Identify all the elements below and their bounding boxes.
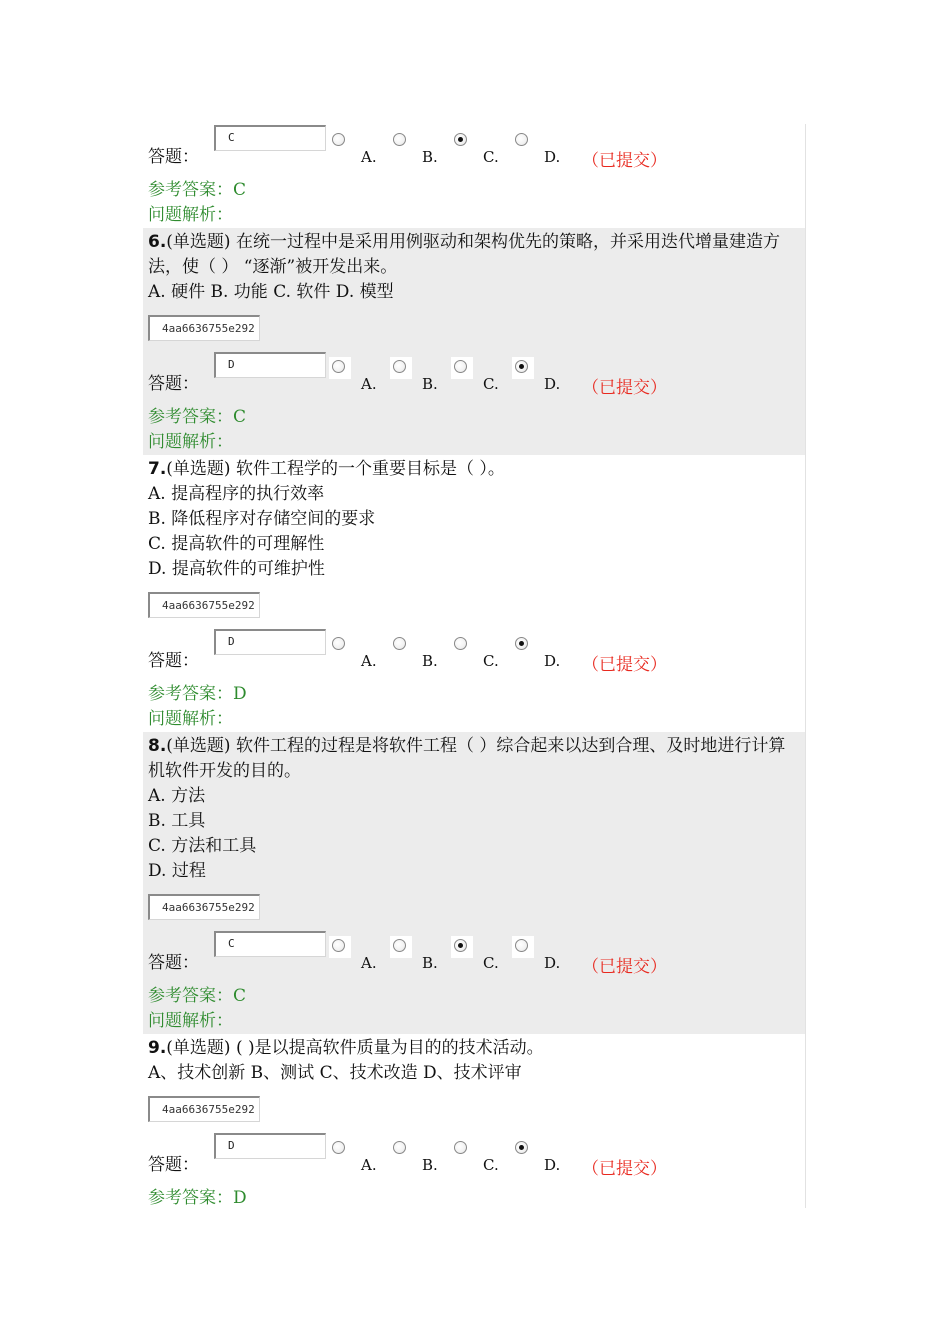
question-text (143, 732, 805, 784)
radio-option-b[interactable] (390, 1138, 412, 1160)
option-a: A. 方法 (148, 786, 206, 806)
radio-option-d[interactable] (512, 130, 534, 152)
reference-answer (143, 405, 805, 430)
question-stem: 在统一过程中是采用用例驱动和架构优先的策略，并采用迭代增量建造方法，使（ ） “逐渐”被开发出来。 (148, 232, 780, 277)
option-letter-b: B. (422, 148, 438, 166)
radio-option-d[interactable] (512, 357, 534, 379)
radio-icon[interactable] (393, 939, 406, 952)
radio-icon[interactable] (454, 939, 467, 952)
question-number: 6. (148, 232, 167, 252)
submitted-status: （已提交） (582, 957, 667, 977)
radio-option-c[interactable] (451, 130, 473, 152)
answer-row (143, 351, 805, 405)
option-letter-b: B. (422, 652, 438, 670)
reference-label: 参考答案： (148, 684, 233, 704)
option-letter-c: C. (483, 954, 499, 972)
submitted-status: （已提交） (582, 655, 667, 675)
option-c: C. 提高软件的可理解性 (148, 534, 325, 554)
radio-icon[interactable] (454, 637, 467, 650)
radio-option-b[interactable] (390, 936, 412, 958)
radio-icon[interactable] (332, 360, 345, 373)
question-stem: 软件工程的过程是将软件工程（ ）综合起来以达到合理、及时地进行计算机软件开发的目的。 (148, 736, 786, 781)
option-letter-d: D. (544, 375, 561, 393)
radio-option-a[interactable] (329, 130, 351, 152)
question-id-field: 4aa6636755e292 (148, 1096, 260, 1122)
radio-option-a[interactable] (329, 936, 351, 958)
radio-option-c[interactable] (451, 936, 473, 958)
question-9 (143, 1034, 805, 1208)
question-text (143, 228, 805, 280)
answer-row (143, 1132, 805, 1186)
question-type: (单选题) (166, 459, 231, 479)
question-number: 8. (148, 736, 167, 756)
option-letter-b: B. (422, 375, 438, 393)
radio-icon[interactable] (515, 133, 528, 146)
reference-answer (143, 178, 805, 203)
question-text (143, 1034, 805, 1061)
reference-answer (143, 682, 805, 707)
option-letter-c: C. (483, 652, 499, 670)
question-id-field: 4aa6636755e292 (148, 894, 260, 920)
answer-row (143, 930, 805, 984)
question-7 (143, 455, 805, 732)
question-stem: 软件工程学的一个重要目标是（ ）。 (235, 459, 505, 479)
radio-option-c[interactable] (451, 634, 473, 656)
option-b: B. 降低程序对存储空间的要求 (148, 509, 376, 529)
reference-label: 参考答案： (148, 986, 233, 1006)
radio-icon[interactable] (515, 637, 528, 650)
option-a: A. 提高程序的执行效率 (148, 484, 325, 504)
answer-row (143, 628, 805, 682)
radio-option-a[interactable] (329, 1138, 351, 1160)
analysis-label: 问题解析： (148, 205, 233, 225)
answer-row (143, 124, 805, 178)
radio-icon[interactable] (332, 133, 345, 146)
question-type: (单选题) (166, 736, 231, 756)
radio-option-a[interactable] (329, 357, 351, 379)
option-letter-a: A. (361, 1156, 377, 1174)
question-type: (单选题) (166, 1038, 231, 1058)
reference-value: C (233, 986, 247, 1006)
radio-option-b[interactable] (390, 357, 412, 379)
radio-option-d[interactable] (512, 634, 534, 656)
radio-icon[interactable] (393, 133, 406, 146)
radio-icon[interactable] (332, 1141, 345, 1154)
option-letter-a: A. (361, 148, 377, 166)
question-6 (143, 228, 805, 455)
answer-label: 答题： (148, 374, 199, 394)
question-number: 9. (148, 1038, 167, 1058)
analysis-label: 问题解析： (148, 1011, 233, 1031)
radio-icon[interactable] (454, 360, 467, 373)
question-5-tail (143, 124, 805, 228)
answer-input[interactable]: C (214, 125, 326, 151)
option-b: B. 工具 (148, 811, 206, 831)
radio-option-c[interactable] (451, 357, 473, 379)
question-type: (单选题) (166, 232, 231, 252)
analysis-label: 问题解析： (148, 432, 233, 452)
reference-answer (143, 984, 805, 1009)
question-id-field: 4aa6636755e292 (148, 315, 260, 341)
answer-input[interactable]: D (214, 629, 326, 655)
option-c: C. 方法和工具 (148, 836, 257, 856)
radio-icon[interactable] (515, 360, 528, 373)
quiz-content (143, 124, 806, 1208)
option-d: D. 提高软件的可维护性 (148, 559, 325, 579)
answer-input[interactable]: D (214, 352, 326, 378)
radio-icon[interactable] (332, 637, 345, 650)
option-letter-d: D. (544, 954, 561, 972)
reference-label: 参考答案： (148, 180, 233, 200)
option-letter-c: C. (483, 375, 499, 393)
option-letter-c: C. (483, 1156, 499, 1174)
radio-icon[interactable] (454, 133, 467, 146)
option-letter-c: C. (483, 148, 499, 166)
radio-option-d[interactable] (512, 1138, 534, 1160)
answer-input[interactable]: C (214, 931, 326, 957)
option-letter-d: D. (544, 652, 561, 670)
radio-icon[interactable] (393, 637, 406, 650)
submitted-status: （已提交） (582, 151, 667, 171)
submitted-status: （已提交） (582, 1159, 667, 1179)
question-number: 7. (148, 459, 167, 479)
answer-label: 答题： (148, 1155, 199, 1175)
reference-value: C (233, 180, 247, 200)
question-stem: ( )是以提高软件质量为目的的技术活动。 (235, 1038, 544, 1058)
radio-icon[interactable] (393, 360, 406, 373)
answer-label: 答题： (148, 147, 199, 167)
radio-option-d[interactable] (512, 936, 534, 958)
options-line: A、技术创新 B、测试 C、技术改造 D、技术评审 (148, 1063, 522, 1083)
radio-option-b[interactable] (390, 130, 412, 152)
option-letter-a: A. (361, 954, 377, 972)
radio-option-b[interactable] (390, 634, 412, 656)
option-letter-d: D. (544, 148, 561, 166)
reference-value: D (233, 1188, 247, 1208)
radio-icon[interactable] (454, 1141, 467, 1154)
question-id-field: 4aa6636755e292 (148, 592, 260, 618)
radio-icon[interactable] (515, 939, 528, 952)
radio-option-c[interactable] (451, 1138, 473, 1160)
answer-label: 答题： (148, 651, 199, 671)
option-letter-a: A. (361, 652, 377, 670)
radio-icon[interactable] (393, 1141, 406, 1154)
reference-answer (143, 1186, 805, 1208)
radio-option-a[interactable] (329, 634, 351, 656)
option-letter-b: B. (422, 954, 438, 972)
reference-label: 参考答案： (148, 407, 233, 427)
reference-label: 参考答案： (148, 1188, 233, 1208)
option-letter-d: D. (544, 1156, 561, 1174)
answer-label: 答题： (148, 953, 199, 973)
analysis-label: 问题解析： (148, 709, 233, 729)
radio-icon[interactable] (332, 939, 345, 952)
answer-input[interactable]: D (214, 1133, 326, 1159)
option-d: D. 过程 (148, 861, 206, 881)
question-8 (143, 732, 805, 1034)
option-letter-b: B. (422, 1156, 438, 1174)
options-line: A. 硬件 B. 功能 C. 软件 D. 模型 (148, 282, 394, 302)
question-text (143, 455, 805, 482)
option-letter-a: A. (361, 375, 377, 393)
radio-icon[interactable] (515, 1141, 528, 1154)
reference-value: D (233, 684, 247, 704)
submitted-status: （已提交） (582, 378, 667, 398)
reference-value: C (233, 407, 247, 427)
